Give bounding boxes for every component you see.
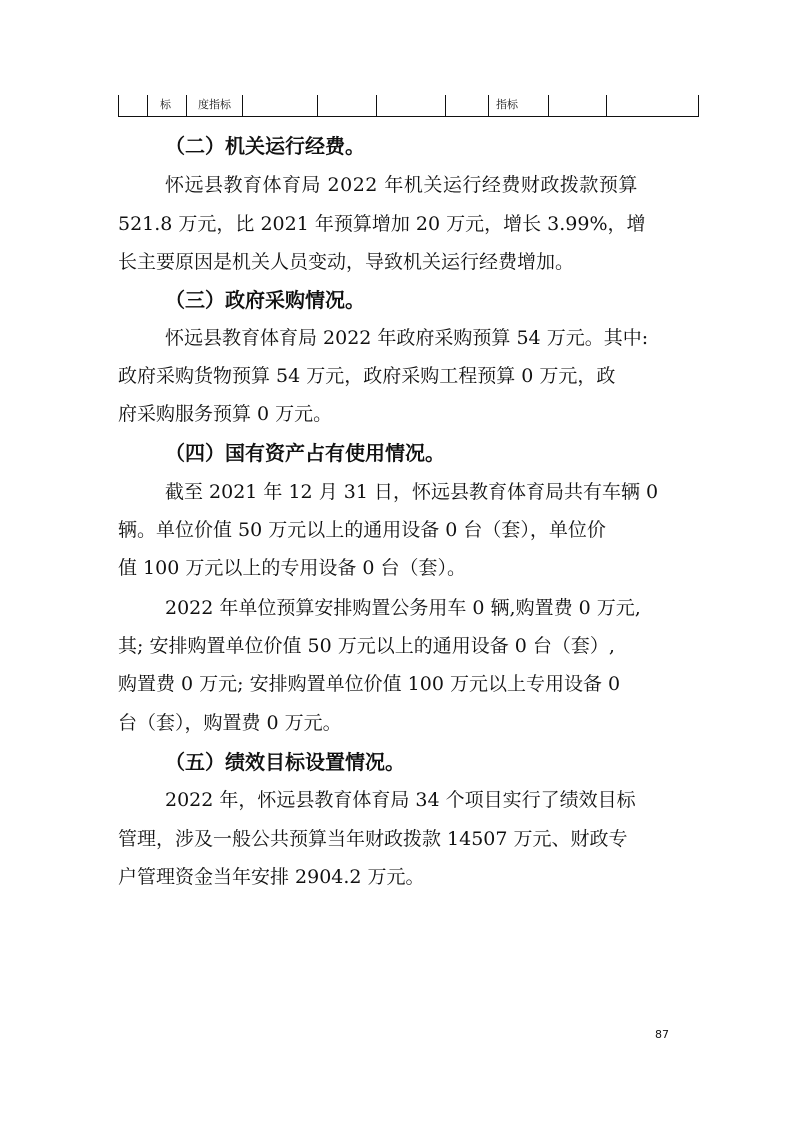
- table-cell: 度指标: [198, 98, 231, 111]
- paragraph-line: 截至 2021 年 12 月 31 日，怀远县教育体育局共有车辆 0: [165, 481, 659, 503]
- section-heading: （二）机关运行经费。: [165, 134, 365, 158]
- paragraph-line: 政府采购货物预算 54 万元，政府采购工程预算 0 万元，政: [118, 365, 616, 387]
- section-heading: （三）政府采购情况。: [165, 288, 365, 312]
- table-cell: 指标: [496, 98, 518, 111]
- paragraph-line: 其; 安排购置单位价值 50 万元以上的通用设备 0 台（套）,: [118, 635, 615, 657]
- paragraph-line: 怀远县教育体育局 2022 年机关运行经费财政拨款预算: [165, 174, 638, 196]
- paragraph-line: 2022 年，怀远县教育体育局 34 个项目实行了绩效目标: [165, 789, 636, 811]
- section-heading: （四）国有资产占有使用情况。: [165, 441, 445, 465]
- paragraph-line: 户管理资金当年安排 2904.2 万元。: [118, 866, 425, 888]
- page-number: 87: [655, 1028, 669, 1041]
- paragraph-line: 府采购服务预算 0 万元。: [118, 403, 333, 425]
- paragraph-line: 辆。单位价值 50 万元以上的通用设备 0 台（套），单位价: [118, 519, 606, 541]
- paragraph-line: 台（套），购置费 0 万元。: [118, 712, 342, 734]
- section-heading: （五）绩效目标设置情况。: [165, 750, 405, 774]
- paragraph-line: 购置费 0 万元; 安排购置单位价值 100 万元以上专用设备 0: [118, 673, 621, 695]
- paragraph-line: 521.8 万元，比 2021 年预算增加 20 万元，增长 3.99%，增: [118, 213, 646, 235]
- paragraph-line: 管理，涉及一般公共预算当年财政拨款 14507 万元、财政专: [118, 828, 628, 850]
- paragraph-line: 2022 年单位预算安排购置公务用车 0 辆,购置费 0 万元,: [165, 597, 641, 619]
- table-cell: 标: [160, 98, 171, 111]
- paragraph-line: 长主要原因是机关人员变动，导致机关运行经费增加。: [118, 251, 575, 273]
- paragraph-line: 值 100 万元以上的专用设备 0 台（套）。: [118, 557, 467, 579]
- paragraph-line: 怀远县教育体育局 2022 年政府采购预算 54 万元。其中:: [165, 327, 649, 349]
- table-fragment: [118, 95, 699, 117]
